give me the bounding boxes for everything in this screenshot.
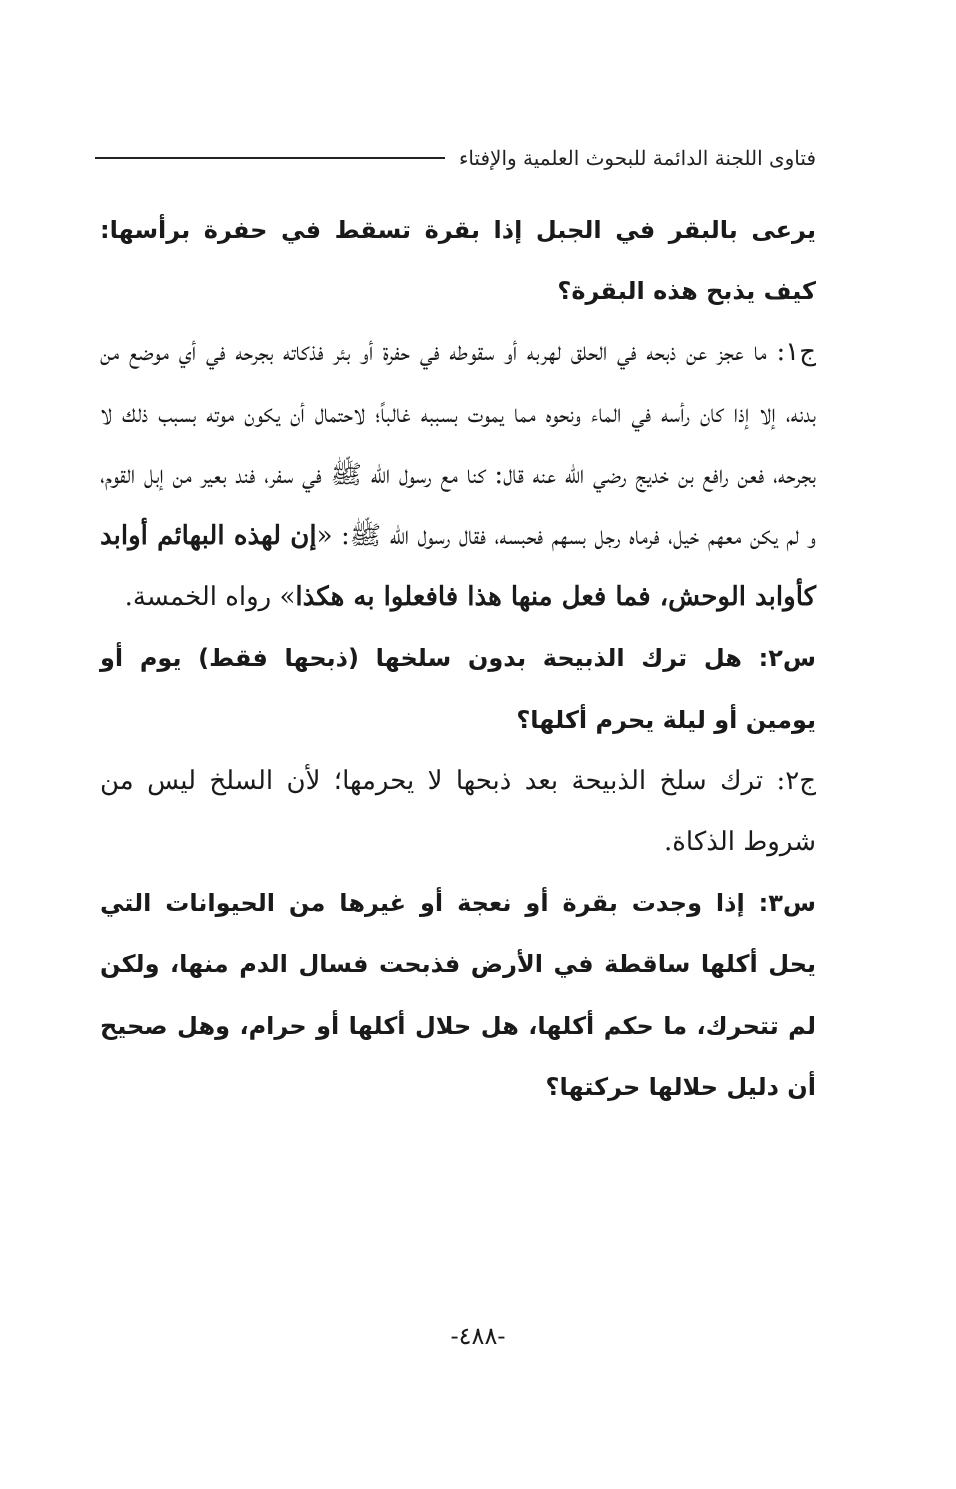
body-text: [100, 200, 816, 1118]
header-rule: [95, 157, 445, 159]
running-title: فتاوى اللجنة الدائمة للبحوث العلمية والإفتاء: [458, 146, 816, 170]
answer-1: [100, 322, 816, 628]
question-3: س٣: إذا وجدت بقرة أو نعجة أو غيرها من الحيوانات التي يحل أكلها ساقطة في الأرض فذبحت فسال الدم منها، ولكن لم تتحرك، ما حكم أكلها، هل حلال أكلها أو حرام، وهل صحيح أن دليل حلالها حركتها؟: [100, 889, 816, 1101]
running-head: [95, 138, 816, 178]
answer-1-text: ج١: ما عجز عن ذبحه في الحلق لهربه أو سقوطه في حفرة أو بئر فذكاته بجرحه في أي موضع من بدنه، إلا إذا كان رأسه في الماء ونحوه مما يموت بسببه غالباً؛ لاحتمال أن يكون موته بسبب ذلك لا بجرحه، فعن رافع بن خديج رضي الله عنه قال: كنا مع رسول الله ﷺ في سفر، فند بعير من إبل القوم، و لم يكن معهم خيل، فرماه رجل بسهم فحبسه، فقال رسول الله ﷺ: «: [100, 337, 817, 552]
answer-2: ج٢: ترك سلخ الذبيحة بعد ذبحها لا يحرمها؛ لأن السلخ ليس من شروط الذكاة.: [100, 765, 816, 858]
question-2: س٢: هل ترك الذبيحة بدون سلخها (ذبحها فقط) يوم أو يومين أو ليلة يحرم أكلها؟: [100, 644, 816, 734]
hadith-quote: إن لهذه البهائم أوابد كأوابد الوحش، فما فعل منها هذا فافعلوا به هكذا: [100, 521, 816, 613]
page-number: -٤٨٨-: [450, 1322, 506, 1350]
question-1-continued: يرعى بالبقر في الجبل إذا بقرة تسقط في حفرة برأسها: كيف يذبح هذه البقرة؟: [100, 216, 816, 306]
answer-1-citation: » رواه الخمسة.: [124, 582, 296, 613]
